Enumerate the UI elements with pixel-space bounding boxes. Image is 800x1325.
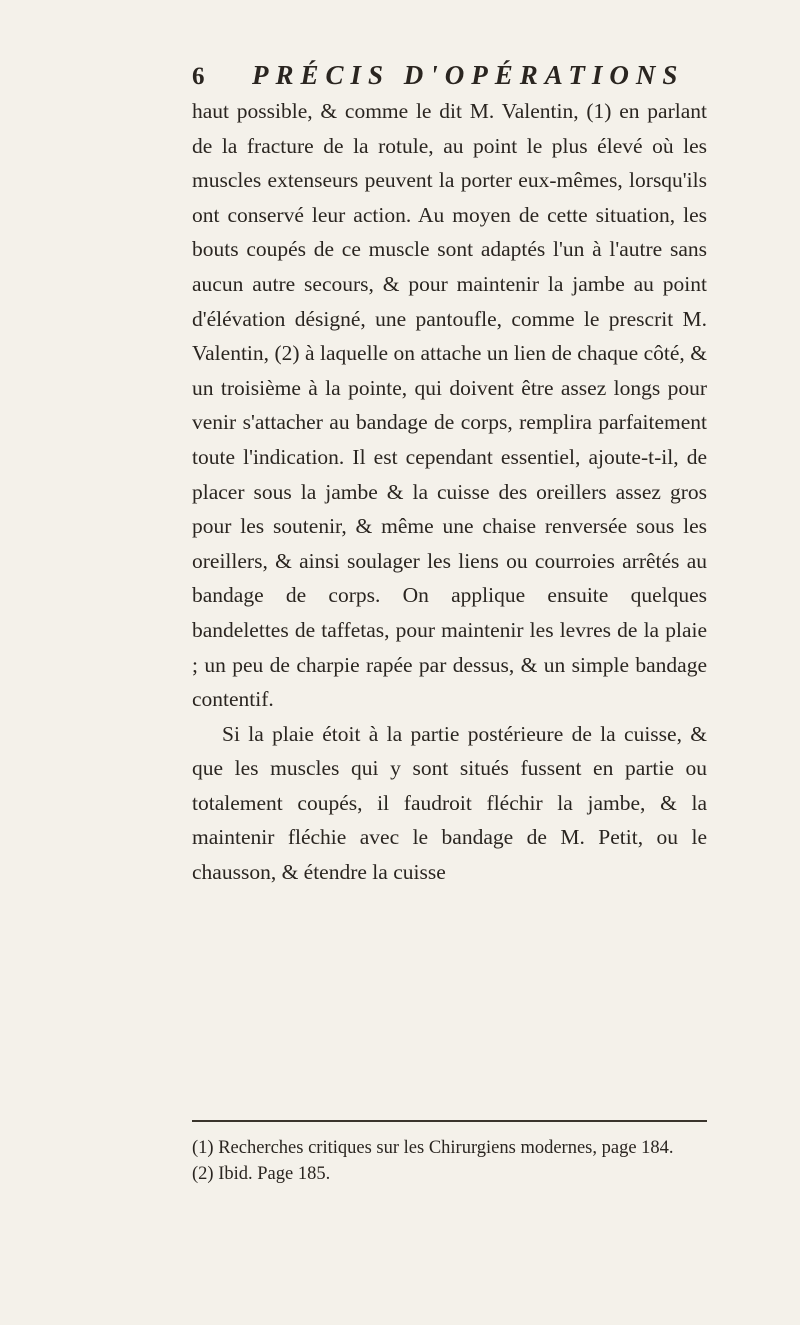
footnote-1: (1) Recherches critiques sur les Chirurgiens modernes, page 184.	[192, 1138, 674, 1158]
paragraph-1: haut possible, & comme le dit M. Valentin, (1) en parlant de la fracture de la rotule, au point le plus élevé où les muscles extenseurs peuvent la porter eux-mêmes, lorsqu'ils ont conservé leur action. Au moyen de cette situation, les bouts coupés de ce muscle sont adaptés l'un à l'autre sans aucun autre secours, & pour maintenir la jambe au point d'élévation désigné, une pantoufle, comme le prescrit M. Valentin, (2) à laquelle on attache un lien de chaque côté, & un troisième à la pointe, qui doivent être assez longs pour venir s'attacher au bandage de corps, remplira parfaitement toute l'indication. Il est cependant essentiel, ajoute-t-il, de placer sous la jambe & la cuisse des oreillers assez gros pour les soutenir, & même une chaise renversée sous les oreillers, & ainsi soulager les liens ou courroies arrêtés au bandage de corps. On applique ensuite quelques bandelettes de taffetas, pour maintenir les levres de la plaie ; un peu de charpie rapée par dessus, & un simple bandage contentif.	[192, 99, 707, 712]
footnote-divider	[192, 1120, 707, 1122]
paragraph-2: Si la plaie étoit à la partie postérieure de la cuisse, & que les muscles qui y sont situés fussent en partie ou totalement coupés, il faudroit fléchir la jambe, & la maintenir fléchie avec le bandage de M. Petit, ou le chausson, & étendre la cuisse	[192, 721, 707, 885]
body-text	[192, 94, 707, 890]
running-title: PRÉCIS D'OPÉRATIONS	[252, 60, 685, 90]
footnotes	[192, 1135, 707, 1187]
page-number: 6	[192, 63, 208, 90]
footnote-2: (2) Ibid. Page 185.	[192, 1164, 331, 1184]
